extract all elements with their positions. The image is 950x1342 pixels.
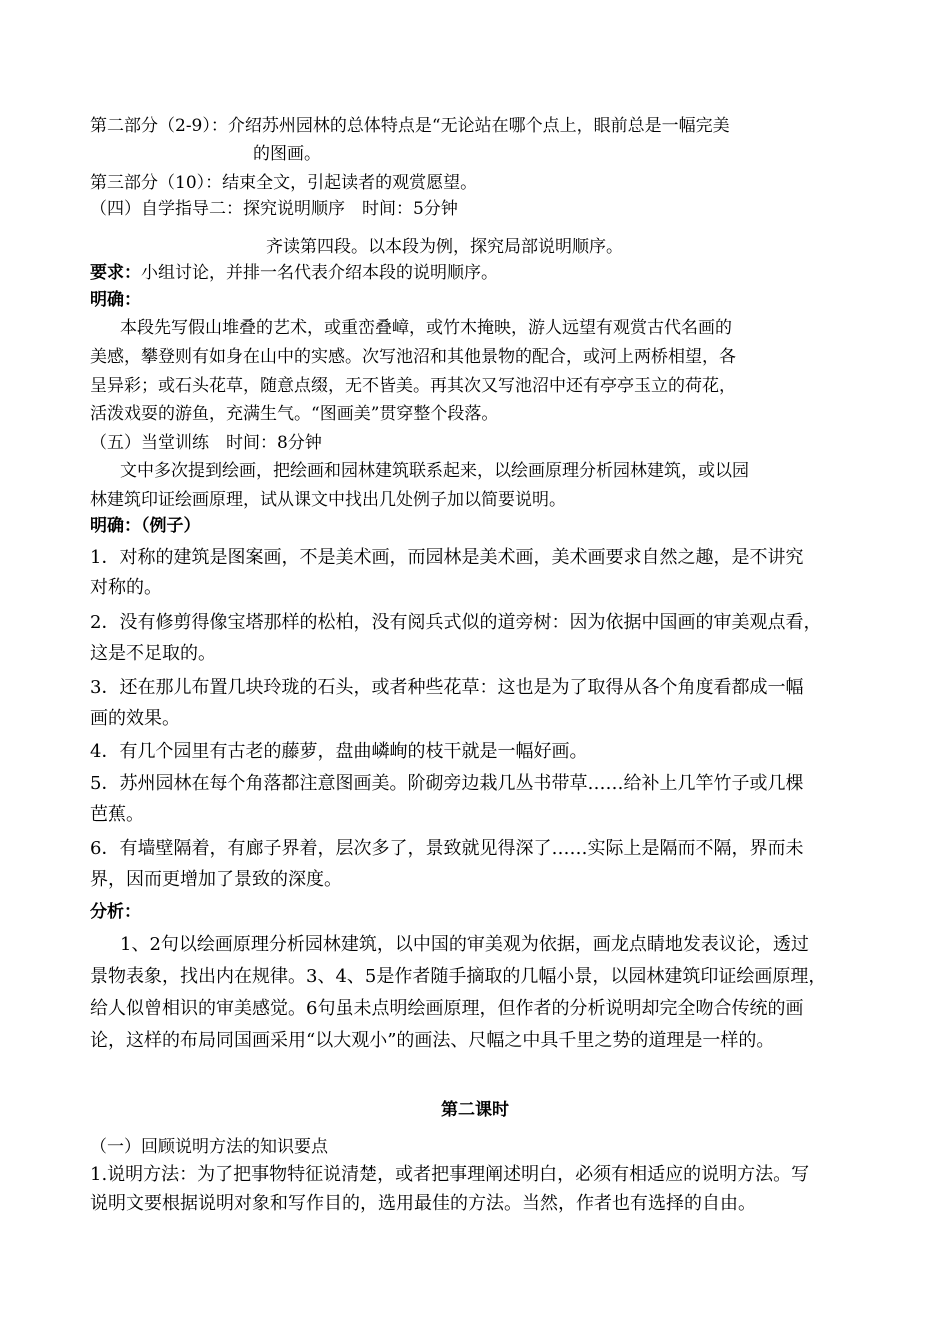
analysis-line: 论，这样的布局同国画采用“以大观小”的画法、尺幅之中具千里之势的道理是一样的。 (90, 1030, 775, 1051)
part3-line: 第三部分（10）：结束全文，引起读者的观赏愿望。 (90, 173, 478, 193)
section4-task: 齐读第四段。以本段为例，探究局部说明顺序。 (266, 237, 623, 257)
section5-task-line: 文中多次提到绘画，把绘画和园林建筑联系起来，以绘画原理分析园林建筑，或以园 (120, 461, 749, 481)
lesson2-line: 说明文要根据说明对象和写作目的，选用最佳的方法。当然，作者也有选择的自由。 (90, 1193, 756, 1214)
clarify-line: 活泼戏耍的游鱼，充满生气。“图画美”贯穿整个段落。 (90, 404, 499, 424)
lesson2-title: 第二课时 (441, 1100, 509, 1120)
example-line: 对称的。 (90, 577, 162, 598)
analysis-line: 给人似曾相识的审美感觉。6句虽未点明绘画原理，但作者的分析说明却完全吻合传统的画 (90, 998, 804, 1019)
section4-heading: （四）自学指导二：探究说明顺序 时间：5分钟 (90, 199, 458, 219)
example-line: 画的效果。 (90, 708, 180, 729)
requirement-label: 要求： (90, 263, 141, 283)
example-line: 6．有墙壁隔着，有廊子界着，层次多了，景致就见得深了……实际上是隔而不隔，界而未 (90, 838, 804, 859)
requirement-text: 小组讨论，并排一名代表介绍本段的说明顺序。 (141, 263, 498, 283)
example-line: 4．有几个园里有古老的藤萝，盘曲嶙峋的枝干就是一幅好画。 (90, 741, 588, 762)
section5-heading: （五）当堂训练 时间：8分钟 (90, 433, 322, 453)
clarify-label: 明确： (90, 290, 141, 310)
requirement-line (90, 265, 498, 282)
part2-line-2: 的图画。 (253, 144, 321, 164)
clarify-line: 本段先写假山堆叠的艺术，或重峦叠嶂，或竹木掩映，游人远望有观赏古代名画的 (120, 318, 732, 338)
example-line: 3．还在那儿布置几块玲珑的石头，或者种些花草：这也是为了取得从各个角度看都成一幅 (90, 677, 804, 698)
example-line: 1．对称的建筑是图案画，不是美术画，而园林是美术画，美术画要求自然之趣，是不讲究 (90, 547, 804, 568)
clarify-line: 呈异彩；或石头花草，随意点缀，无不皆美。再其次又写池沼中还有亭亭玉立的荷花， (90, 376, 736, 396)
analysis-line: 景物表象，找出内在规律。3、4、5是作者随手摘取的几幅小景，以园林建筑印证绘画原理， (90, 966, 827, 987)
example-line: 这是不足取的。 (90, 643, 216, 664)
part2-line-1: 第二部分（2-9）：介绍苏州园林的总体特点是“无论站在哪个点上，眼前总是一幅完美 (90, 116, 730, 136)
example-line: 界，因而更增加了景致的深度。 (90, 869, 342, 890)
analysis-label: 分析： (90, 902, 141, 922)
analysis-line: 1、2句以绘画原理分析园林建筑，以中国的审美观为依据，画龙点睛地发表议论，透过 (120, 934, 809, 955)
section5-task-line: 林建筑印证绘画原理，试从课文中找出几处例子加以简要说明。 (90, 490, 566, 510)
example-line: 2．没有修剪得像宝塔那样的松柏，没有阅兵式似的道旁树：因为依据中国画的审美观点看， (90, 612, 822, 633)
lesson2-section1-heading: （一）回顾说明方法的知识要点 (90, 1137, 328, 1157)
example-line: 芭蕉。 (90, 804, 144, 825)
lesson2-line: 1.说明方法：为了把事物特征说清楚，或者把事理阐述明白，必须有相适应的说明方法。写 (90, 1164, 810, 1185)
clarify-line: 美感，攀登则有如身在山中的实感。次写池沼和其他景物的配合，或河上两桥相望，各 (90, 347, 736, 367)
examples-label: 明确：（例子） (90, 516, 201, 536)
example-line: 5．苏州园林在每个角落都注意图画美。阶砌旁边栽几丛书带草……给补上几竿竹子或几棵 (90, 773, 804, 794)
